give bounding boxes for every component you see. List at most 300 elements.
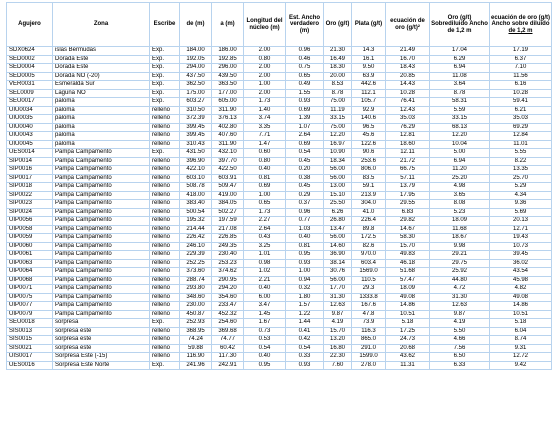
cell-agujero: SIP0018: [7, 183, 53, 192]
cell-zona: Pampa Campamento: [53, 234, 150, 243]
cell-ecuacion-oro: 6.83: [386, 208, 430, 217]
cell-oro: 4.19: [324, 319, 352, 328]
cell-escribe: relleno: [150, 310, 180, 319]
cell-oro-sobrediluido: 6.33: [430, 361, 490, 370]
cell-longitud: 1.00: [244, 81, 286, 90]
cell-a: 452.32: [212, 310, 244, 319]
cell-a: 226.85: [212, 234, 244, 243]
cell-oro: 20.00: [324, 72, 352, 81]
table-row: [7, 47, 552, 56]
cell-oro: 14.60: [324, 242, 352, 251]
cell-longitud: 0.43: [244, 234, 286, 243]
cell-oro-sobrediluido: 5.50: [430, 327, 490, 336]
table-row: [7, 293, 552, 302]
cell-agujero: SIS0013: [7, 327, 53, 336]
cell-ecuacion-sobrediluido: 9.36: [490, 200, 552, 209]
cell-de: 74.24: [180, 336, 212, 345]
cell-ancho: 1.03: [286, 225, 324, 234]
cell-plata: 105.7: [352, 98, 386, 107]
cell-de: 422.10: [180, 166, 212, 175]
cell-longitud: 2.27: [244, 217, 286, 226]
header-plata: Plata (g/t): [352, 3, 386, 47]
cell-ecuacion-oro: 49.08: [386, 293, 430, 302]
cell-ecuacion-oro: 43.62: [386, 353, 430, 362]
cell-de: 396.90: [180, 157, 212, 166]
cell-ancho: 1.55: [286, 89, 324, 98]
cell-escribe: relleno: [150, 132, 180, 141]
cell-ecuacion-sobrediluido: 4.82: [490, 285, 552, 294]
cell-oro-sobrediluido: 6.94: [430, 64, 490, 73]
cell-zona: Pampa Campamento: [53, 259, 150, 268]
cell-agujero: VER0031: [7, 81, 53, 90]
table-row: [7, 191, 552, 200]
cell-agujero: SED0005: [7, 72, 53, 81]
cell-a: 509.47: [212, 183, 244, 192]
cell-longitud: 0.73: [244, 327, 286, 336]
cell-ecuacion-sobrediluido: 8.74: [490, 336, 552, 345]
cell-plata: 59.1: [352, 183, 386, 192]
cell-oro-sobrediluido: 6.94: [430, 157, 490, 166]
cell-oro: 8.78: [324, 89, 352, 98]
cell-ecuacion-oro: 18.09: [386, 285, 430, 294]
cell-plata: 226.4: [352, 217, 386, 226]
table-row: [7, 89, 552, 98]
cell-ecuacion-oro: 21.49: [386, 47, 430, 56]
cell-a: 186.00: [212, 47, 244, 56]
cell-a: 502.27: [212, 208, 244, 217]
cell-escribe: Exp.: [150, 361, 180, 370]
cell-oro: 7.60: [324, 361, 352, 370]
cell-ecuacion-oro: 12.81: [386, 132, 430, 141]
cell-agujero: SIP0022: [7, 191, 53, 200]
cell-zona: paloma: [53, 98, 150, 107]
cell-ecuacion-oro: 20.68: [386, 344, 430, 353]
table-row: [7, 174, 552, 183]
cell-plata: 92.9: [352, 106, 386, 115]
cell-oro: 56.00: [324, 234, 352, 243]
cell-zona: islas Bermudas: [53, 47, 150, 56]
cell-a: 60.42: [212, 344, 244, 353]
cell-de: 508.78: [180, 183, 212, 192]
header-row: [7, 3, 552, 47]
cell-zona: Pampa Campamento: [53, 157, 150, 166]
table-row: [7, 268, 552, 277]
cell-de: 195.32: [180, 217, 212, 226]
cell-escribe: relleno: [150, 242, 180, 251]
cell-de: 294.00: [180, 64, 212, 73]
cell-ecuacion-sobrediluido: 6.04: [490, 327, 552, 336]
cell-oro-sobrediluido: 4.66: [430, 336, 490, 345]
cell-ecuacion-oro: 29.55: [386, 200, 430, 209]
table-row: [7, 132, 552, 141]
cell-oro-sobrediluido: 6.50: [430, 353, 490, 362]
cell-ecuacion-oro: 76.41: [386, 98, 430, 107]
cell-longitud: 1.00: [244, 191, 286, 200]
cell-oro: 15.10: [324, 191, 352, 200]
cell-escribe: Exp.: [150, 81, 180, 90]
cell-longitud: 3.35: [244, 123, 286, 132]
cell-zona: Sorpresa Este (-15): [53, 353, 150, 362]
cell-longitud: 0.69: [244, 183, 286, 192]
cell-oro: 10.90: [324, 149, 352, 158]
cell-zona: Pampa Campamento: [53, 310, 150, 319]
cell-agujero: SIP0017: [7, 174, 53, 183]
cell-oro: 13.47: [324, 225, 352, 234]
cell-ecuacion-oro: 12.11: [386, 149, 430, 158]
cell-ancho: 0.42: [286, 336, 324, 345]
cell-ecuacion-sobrediluido: 5.69: [490, 208, 552, 217]
table-row: [7, 72, 552, 81]
cell-ecuacion-sobrediluido: 39.45: [490, 251, 552, 260]
cell-agujero: SIP0024: [7, 208, 53, 217]
cell-escribe: relleno: [150, 217, 180, 226]
table-row: [7, 157, 552, 166]
cell-ancho: 1.44: [286, 319, 324, 328]
cell-oro: 12.63: [324, 302, 352, 311]
cell-agujero: UIP0077: [7, 302, 53, 311]
cell-ancho: 1.39: [286, 115, 324, 124]
cell-oro: 12.20: [324, 132, 352, 141]
table-row: [7, 123, 552, 132]
cell-oro-sobrediluido: 25.92: [430, 268, 490, 277]
cell-zona: Pampa Campamento: [53, 293, 150, 302]
cell-ancho: 0.40: [286, 234, 324, 243]
cell-agujero: UIU0034: [7, 106, 53, 115]
table-row: [7, 234, 552, 243]
cell-oro: 13.00: [324, 183, 352, 192]
cell-ancho: 0.46: [286, 55, 324, 64]
cell-ecuacion-sobrediluido: 14.86: [490, 302, 552, 311]
cell-plata: 82.6: [352, 242, 386, 251]
cell-plata: 112.1: [352, 89, 386, 98]
cell-oro: 56.00: [324, 166, 352, 175]
cell-plata: 865.0: [352, 336, 386, 345]
cell-zona: Pampa Campamento: [53, 208, 150, 217]
cell-ecuacion-oro: 13.79: [386, 183, 430, 192]
cell-longitud: 2.00: [244, 72, 286, 81]
cell-a: 192.85: [212, 55, 244, 64]
cell-ecuacion-sobrediluido: 7.10: [490, 64, 552, 73]
cell-agujero: SED0004: [7, 64, 53, 73]
cell-de: 437.50: [180, 72, 212, 81]
drill-results-table: [6, 2, 552, 370]
cell-longitud: 0.65: [244, 200, 286, 209]
cell-longitud: 3.25: [244, 242, 286, 251]
cell-zona: Pampa Campamento: [53, 251, 150, 260]
table-row: [7, 344, 552, 353]
cell-ecuacion-oro: 14.43: [386, 81, 430, 90]
cell-ancho: 0.41: [286, 327, 324, 336]
cell-agujero: UIP0071: [7, 285, 53, 294]
cell-plata: 63.9: [352, 72, 386, 81]
cell-oro-sobrediluido: 29.75: [430, 259, 490, 268]
cell-agujero: UIP0064: [7, 268, 53, 277]
cell-de: 246.10: [180, 242, 212, 251]
cell-oro-sobrediluido: 5.59: [430, 106, 490, 115]
cell-de: 252.93: [180, 319, 212, 328]
cell-de: 368.95: [180, 327, 212, 336]
cell-ancho: 0.94: [286, 276, 324, 285]
cell-zona: paloma: [53, 140, 150, 149]
cell-plata: 122.6: [352, 140, 386, 149]
table-row: [7, 217, 552, 226]
table-row: [7, 98, 552, 107]
cell-a: 603.91: [212, 174, 244, 183]
table-row: [7, 276, 552, 285]
cell-ecuacion-sobrediluido: 4.34: [490, 191, 552, 200]
table-row: [7, 361, 552, 370]
cell-longitud: 6.00: [244, 293, 286, 302]
cell-de: 431.50: [180, 149, 212, 158]
cell-de: 192.05: [180, 55, 212, 64]
cell-a: 439.50: [212, 72, 244, 81]
cell-ecuacion-sobrediluido: 5.55: [490, 149, 552, 158]
cell-oro: 11.19: [324, 106, 352, 115]
cell-ecuacion-oro: 29.82: [386, 217, 430, 226]
cell-oro: 25.50: [324, 200, 352, 209]
cell-ancho: 0.81: [286, 242, 324, 251]
cell-plata: 213.9: [352, 191, 386, 200]
cell-oro: 17.70: [324, 285, 352, 294]
cell-ancho: 0.54: [286, 149, 324, 158]
cell-oro-sobrediluido: 58.31: [430, 98, 490, 107]
cell-de: 348.60: [180, 293, 212, 302]
cell-longitud: 0.40: [244, 166, 286, 175]
cell-ancho: 0.96: [286, 47, 324, 56]
header-a: a (m): [212, 3, 244, 47]
cell-escribe: relleno: [150, 225, 180, 234]
cell-longitud: 1.02: [244, 268, 286, 277]
cell-ancho: 0.32: [286, 285, 324, 294]
cell-ancho: 0.65: [286, 72, 324, 81]
cell-de: 241.96: [180, 361, 212, 370]
cell-escribe: relleno: [150, 183, 180, 192]
cell-longitud: 0.95: [244, 361, 286, 370]
cell-oro-sobrediluido: 8.08: [430, 200, 490, 209]
cell-oro: 75.00: [324, 98, 352, 107]
cell-escribe: Exp.: [150, 89, 180, 98]
cell-plata: 73.9: [352, 319, 386, 328]
cell-plata: 278.0: [352, 361, 386, 370]
cell-escribe: relleno: [150, 106, 180, 115]
cell-zona: Dorada Este: [53, 64, 150, 73]
cell-ancho: 0.49: [286, 81, 324, 90]
cell-oro-sobrediluido: 5.00: [430, 149, 490, 158]
cell-zona: Esmeralda Sur: [53, 81, 150, 90]
cell-ancho: 1.22: [286, 310, 324, 319]
cell-oro: 6.26: [324, 208, 352, 217]
cell-longitud: 2.00: [244, 89, 286, 98]
cell-zona: sorpresa este: [53, 336, 150, 345]
cell-oro: 31.30: [324, 293, 352, 302]
cell-plata: 253.6: [352, 157, 386, 166]
cell-ancho: 0.95: [286, 251, 324, 260]
cell-agujero: UIS0017: [7, 353, 53, 362]
cell-de: 226.42: [180, 234, 212, 243]
cell-longitud: 2.00: [244, 64, 286, 73]
header-ecuacion-sobrediluido-extra: de 1,2 m: [508, 27, 533, 34]
cell-agujero: UIP0058: [7, 225, 53, 234]
cell-longitud: 1.73: [244, 98, 286, 107]
table-row: [7, 242, 552, 251]
cell-a: 407.60: [212, 132, 244, 141]
cell-de: 500.54: [180, 208, 212, 217]
cell-de: 603.10: [180, 174, 212, 183]
cell-agujero: UIP0068: [7, 276, 53, 285]
cell-ancho: 0.93: [286, 98, 324, 107]
cell-oro: 16.49: [324, 55, 352, 64]
cell-agujero: UIP0075: [7, 293, 53, 302]
cell-de: 418.00: [180, 191, 212, 200]
cell-longitud: 0.60: [244, 149, 286, 158]
cell-oro-sobrediluido: 12.63: [430, 302, 490, 311]
cell-plata: 90.6: [352, 149, 386, 158]
cell-de: 399.45: [180, 132, 212, 141]
cell-oro-sobrediluido: 7.56: [430, 344, 490, 353]
cell-ancho: 0.93: [286, 361, 324, 370]
cell-agujero: UES0016: [7, 361, 53, 370]
cell-ecuacion-oro: 18.60: [386, 140, 430, 149]
cell-ecuacion-sobrediluido: 10.28: [490, 89, 552, 98]
cell-plata: 172.5: [352, 234, 386, 243]
cell-ancho: 1.07: [286, 123, 324, 132]
cell-longitud: 0.40: [244, 353, 286, 362]
cell-a: 230.40: [212, 251, 244, 260]
cell-ecuacion-oro: 51.68: [386, 268, 430, 277]
cell-agujero: UIP0063: [7, 259, 53, 268]
header-ecuacion-sobrediluido-label: ecuación de oro (g/t) Ancho sobre diluido: [491, 14, 551, 28]
cell-plata: 41.0: [352, 208, 386, 217]
cell-longitud: 1.47: [244, 140, 286, 149]
cell-agujero: SIS0021: [7, 344, 53, 353]
cell-zona: sorpresa: [53, 319, 150, 328]
cell-ancho: 1.57: [286, 302, 324, 311]
cell-a: 254.60: [212, 319, 244, 328]
header-ecuacion-oro: ecuación de oro (g/t)²: [386, 3, 430, 47]
cell-agujero: UIP0060: [7, 242, 53, 251]
header-escribe: Escribe: [150, 3, 180, 47]
cell-zona: Pampa Campamento: [53, 149, 150, 158]
cell-a: 402.80: [212, 123, 244, 132]
cell-plata: 291.0: [352, 344, 386, 353]
cell-oro: 33.15: [324, 115, 352, 124]
header-oro: Oro (g/t): [324, 3, 352, 47]
cell-ecuacion-oro: 5.18: [386, 319, 430, 328]
cell-a: 397.70: [212, 157, 244, 166]
cell-a: 384.05: [212, 200, 244, 209]
cell-oro-sobrediluido: 3.65: [430, 191, 490, 200]
cell-escribe: relleno: [150, 353, 180, 362]
cell-de: 175.00: [180, 89, 212, 98]
cell-ecuacion-sobrediluido: 6.16: [490, 81, 552, 90]
cell-a: 296.00: [212, 64, 244, 73]
cell-longitud: 3.47: [244, 302, 286, 311]
cell-longitud: 0.98: [244, 259, 286, 268]
cell-oro: 30.76: [324, 268, 352, 277]
cell-escribe: relleno: [150, 285, 180, 294]
cell-longitud: 1.73: [244, 208, 286, 217]
cell-de: 310.50: [180, 106, 212, 115]
cell-ecuacion-sobrediluido: 20.13: [490, 217, 552, 226]
cell-de: 399.45: [180, 123, 212, 132]
cell-ecuacion-sobrediluido: 8.22: [490, 157, 552, 166]
table-row: [7, 208, 552, 217]
cell-plata: 1333.8: [352, 293, 386, 302]
header-ancho-verdadero: Est. Ancho verdadero (m): [286, 3, 324, 47]
header-ecuacion-sobrediluido: [490, 3, 552, 47]
cell-plata: 14.3: [352, 47, 386, 56]
cell-oro: 15.70: [324, 327, 352, 336]
cell-oro: 18.30: [324, 64, 352, 73]
cell-oro-sobrediluido: 12.20: [430, 132, 490, 141]
cell-ancho: 0.75: [286, 64, 324, 73]
cell-escribe: relleno: [150, 293, 180, 302]
cell-oro: 56.00: [324, 174, 352, 183]
cell-zona: paloma: [53, 123, 150, 132]
cell-agujero: SIP0023: [7, 200, 53, 209]
cell-escribe: relleno: [150, 157, 180, 166]
cell-escribe: relleno: [150, 327, 180, 336]
cell-escribe: Exp.: [150, 55, 180, 64]
cell-a: 419.00: [212, 191, 244, 200]
cell-longitud: 1.40: [244, 106, 286, 115]
cell-agujero: SEL0009: [7, 89, 53, 98]
cell-oro-sobrediluido: 9.87: [430, 310, 490, 319]
cell-plata: 442.6: [352, 81, 386, 90]
cell-a: 376.13: [212, 115, 244, 124]
cell-escribe: relleno: [150, 302, 180, 311]
cell-zona: Sorpresa Este Norte: [53, 361, 150, 370]
cell-a: 197.59: [212, 217, 244, 226]
table-row: [7, 336, 552, 345]
cell-escribe: relleno: [150, 200, 180, 209]
cell-ecuacion-sobrediluido: 6.21: [490, 106, 552, 115]
cell-ancho: 0.69: [286, 140, 324, 149]
cell-ecuacion-oro: 10.51: [386, 310, 430, 319]
cell-zona: Dorada Este: [53, 55, 150, 64]
cell-escribe: relleno: [150, 208, 180, 217]
cell-ancho: 0.33: [286, 353, 324, 362]
cell-zona: paloma: [53, 115, 150, 124]
cell-plata: 16.1: [352, 55, 386, 64]
cell-oro-sobrediluido: 17.04: [430, 47, 490, 56]
cell-longitud: 7.71: [244, 132, 286, 141]
cell-longitud: 2.64: [244, 225, 286, 234]
cell-ancho: 2.64: [286, 132, 324, 141]
cell-escribe: Exp.: [150, 98, 180, 107]
cell-longitud: 2.00: [244, 47, 286, 56]
cell-ecuacion-sobrediluido: 12.71: [490, 225, 552, 234]
cell-longitud: 0.80: [244, 55, 286, 64]
cell-ecuacion-oro: 18.43: [386, 64, 430, 73]
cell-plata: 116.3: [352, 327, 386, 336]
cell-oro-sobrediluido: 31.30: [430, 293, 490, 302]
cell-de: 184.00: [180, 47, 212, 56]
cell-a: 294.20: [212, 285, 244, 294]
cell-oro-sobrediluido: 11.68: [430, 225, 490, 234]
cell-escribe: relleno: [150, 166, 180, 175]
cell-ancho: 1.00: [286, 268, 324, 277]
cell-longitud: 2.21: [244, 276, 286, 285]
cell-a: 217.08: [212, 225, 244, 234]
cell-oro-sobrediluido: 33.15: [430, 115, 490, 124]
cell-ecuacion-oro: 16.70: [386, 55, 430, 64]
cell-de: 116.90: [180, 353, 212, 362]
cell-ecuacion-sobrediluido: 35.03: [490, 115, 552, 124]
header-oro-sobrediluido: Oro (g/t) Sobrediluido Ancho de 1,2 m: [430, 3, 490, 47]
cell-ecuacion-sobrediluido: 11.56: [490, 72, 552, 81]
cell-oro-sobrediluido: 8.78: [430, 89, 490, 98]
